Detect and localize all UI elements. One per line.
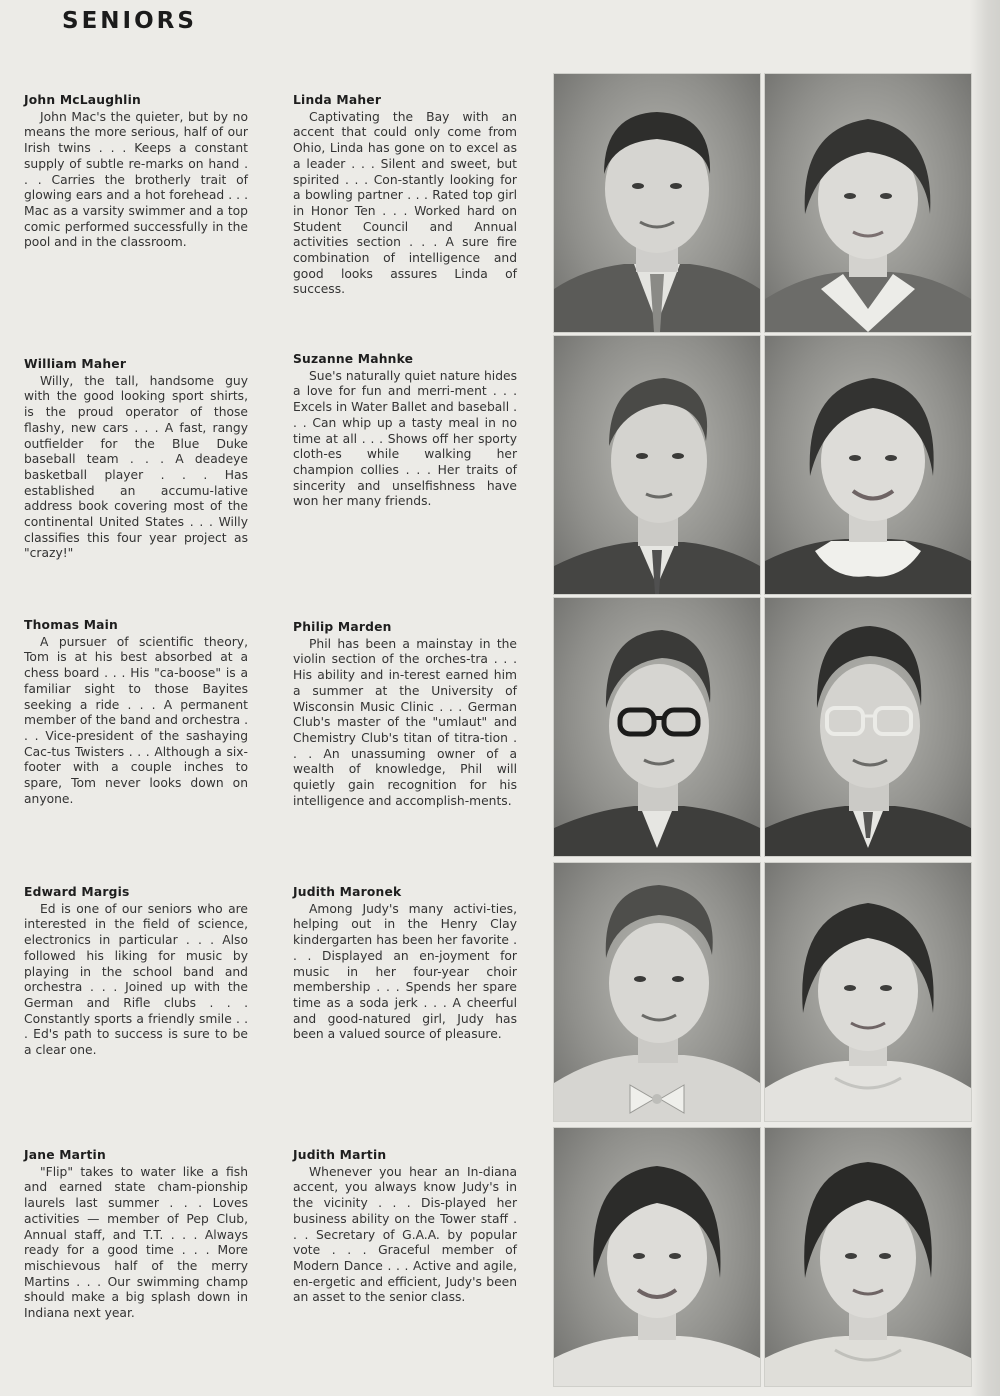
senior-bio: A pursuer of scientific theory, Tom is at his best absorbed at a chess board . . . His "ca-boose" is a familiar sight to those Bayites seeking a ride . . . A permanent member of the band and orchestra . . . Vice-president of the sashaying Cac-tus Twisters . . . Although a six-footer with a couple inches to spare, Tom never looks down on anyone. <box>24 634 248 806</box>
page-edge-shadow <box>970 0 1000 1396</box>
senior-entry <box>293 352 517 510</box>
senior-name: Linda Maher <box>293 93 382 107</box>
senior-entry <box>293 1148 517 1306</box>
senior-bio: Sue's naturally quiet nature hides a love for fun and merri-ment . . . Excels in Water Ballet and baseball . . . Can whip up a tasty meal in no time at all . . . Shows off her sporty cloth-es while walking her champion collies . . . Her traits of sincerity and unselfishness have won her many friends. <box>293 368 517 509</box>
portrait-photo <box>764 1127 972 1387</box>
portrait-photo <box>764 862 972 1122</box>
senior-bio: Phil has been a mainstay in the violin section of the orches-tra . . . His ability and in-terest earned him a summer at the University of Wisconsin Music Clinic . . . German Club's master of the "umlaut" and Chemistry Club's titan of titra-tion . . . An unassuming owner of a wealth of knowledge, Phil will quietly gain recognition for his intelligence and accomplish-ments. <box>293 636 517 808</box>
senior-name: John McLaughlin <box>24 93 141 107</box>
senior-name: Suzanne Mahnke <box>293 352 414 366</box>
senior-bio: Among Judy's many activi-ties, helping out in the Henry Clay kindergarten has been her favorite . . . Displayed an en-joyment for music in her four-year choir membership . . . Spends her spare time as a soda jerk . . . A cheerful and good-natured girl, Judy has been a valued source of pleasure. <box>293 901 517 1042</box>
senior-bio: Willy, the tall, handsome guy with the good looking sport shirts, is the proud operator of those flashy, new cars . . . A fast, rangy outfielder for the Blue Duke baseball team . . . A deadeye basketball player . . . Has established an accumu-lative address book covering most of the continental United States . . . Willy classifies this four year project as "crazy!" <box>24 373 248 561</box>
senior-entry <box>24 1148 248 1322</box>
senior-name: Judith Martin <box>293 1148 387 1162</box>
portrait-photo <box>553 597 761 857</box>
senior-name: Judith Maronek <box>293 885 402 899</box>
senior-entry <box>24 357 248 562</box>
portrait-photo <box>553 1127 761 1387</box>
senior-bio: "Flip" takes to water like a fish and earned state cham-pionship laurels last summer . . . Loves activities — member of Pep Club, Annual staff, and T.T. . . . Always ready for a good time . . . More mischievous half of the merry Martins . . . Our swimming champ should make a big splash down in Indiana next year. <box>24 1164 248 1321</box>
senior-entry <box>24 93 248 251</box>
senior-bio: Whenever you hear an In-diana accent, you always know Judy's in the vicinity . . . Dis-played her business ability on the Tower staff . . . Secretary of G.A.A. by popular vote . . . Graceful member of Modern Dance . . . Active and agile, en-ergetic and efficient, Judy's been an asset to the senior class. <box>293 1164 517 1305</box>
senior-name: Philip Marden <box>293 620 392 634</box>
portrait-photo <box>553 862 761 1122</box>
senior-name: Edward Margis <box>24 885 130 899</box>
senior-entry <box>24 885 248 1059</box>
senior-entry <box>24 618 248 807</box>
page-heading: SENIORS <box>62 8 197 34</box>
senior-name: Thomas Main <box>24 618 119 632</box>
senior-bio: Ed is one of our seniors who are interested in the field of science, electronics in particular . . . Also followed his liking for music by playing in the school band and orchestra . . . Joined up with the German and Rifle clubs . . . Constantly sports a friendly smile . . . Ed's path to success is sure to be a clear one. <box>24 901 248 1058</box>
senior-entry <box>293 885 517 1043</box>
portrait-photo <box>764 335 972 595</box>
portrait-photo <box>553 335 761 595</box>
senior-name: William Maher <box>24 357 127 371</box>
portrait-photo <box>764 73 972 333</box>
senior-name: Jane Martin <box>24 1148 106 1162</box>
portrait-photo <box>764 597 972 857</box>
senior-bio: John Mac's the quieter, but by no means the more serious, half of our Irish twins . . . Keeps a constant supply of subtle re-marks on hand . . . Carries the brotherly trait of glowing ears and a hot forehead . . . Mac as a varsity swimmer and a top comic performed successfully in the pool and in the classroom. <box>24 109 248 250</box>
portrait-photo <box>553 73 761 333</box>
senior-entry <box>293 620 517 809</box>
senior-bio: Captivating the Bay with an accent that could only come from Ohio, Linda has gone on to excel as a leader . . . Silent and sweet, but spirited . . . Con-stantly looking for a bowling partner . . . Rated top girl in Honor Ten . . . Worked hard on Student Council and Annual activities section . . . A sure fire combination of intelligence and good looks assures Linda of success. <box>293 109 517 297</box>
senior-entry <box>293 93 517 298</box>
